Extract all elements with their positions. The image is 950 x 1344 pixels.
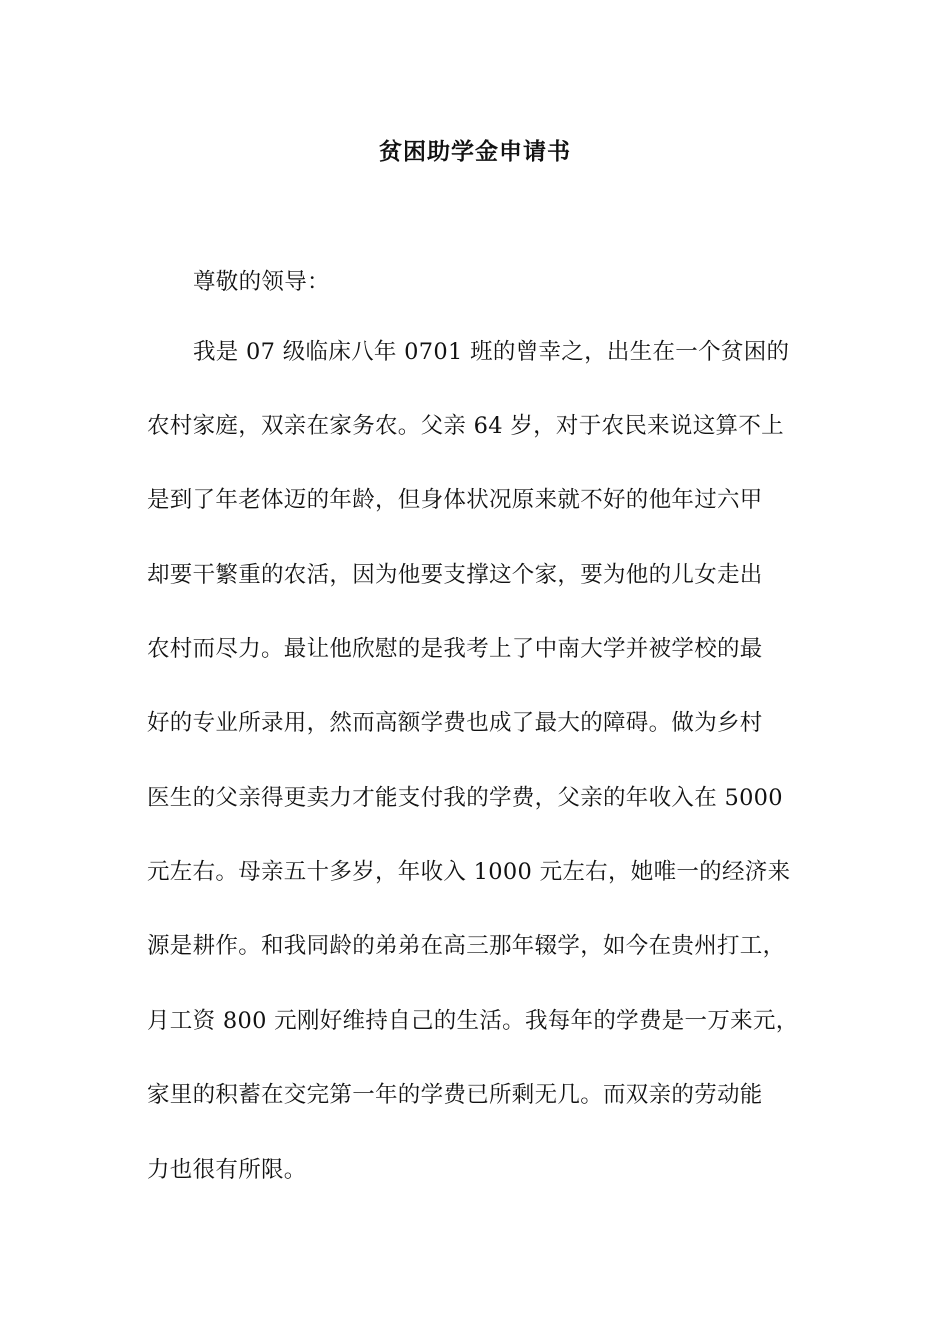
body-line: 农村家庭，双亲在家务农。父亲 64 岁，对于农民来说这算不上 [147, 413, 784, 439]
body-line: 家里的积蓄在交完第一年的学费已所剩无几。而双亲的劳动能 [147, 1082, 763, 1108]
body-line: 是到了年老体迈的年龄，但身体状况原来就不好的他年过六甲 [147, 487, 763, 513]
body-line: 好的专业所录用，然而高额学费也成了最大的障碍。做为乡村 [147, 710, 763, 736]
salutation: 尊敬的领导： [193, 269, 330, 295]
body-line: 农村而尽力。最让他欣慰的是我考上了中南大学并被学校的最 [147, 636, 763, 662]
body-line: 月工资 800 元刚好维持自己的生活。我每年的学费是一万来元， [147, 1008, 799, 1034]
body-line: 元左右。母亲五十多岁，年收入 1000 元左右，她唯一的经济来 [147, 859, 791, 885]
body-line: 源是耕作。和我同龄的弟弟在高三那年辍学，如今在贵州打工， [147, 933, 786, 959]
document-title: 贫困助学金申请书 [379, 139, 571, 165]
body-line: 力也很有所限。 [147, 1157, 307, 1183]
body-line: 我是 07 级临床八年 0701 班的曾幸之，出生在一个贫困的 [193, 339, 790, 365]
body-line: 却要干繁重的农活，因为他要支撑这个家，要为他的儿女走出 [147, 562, 763, 588]
body-line: 医生的父亲得更卖力才能支付我的学费，父亲的年收入在 5000 [147, 785, 783, 811]
